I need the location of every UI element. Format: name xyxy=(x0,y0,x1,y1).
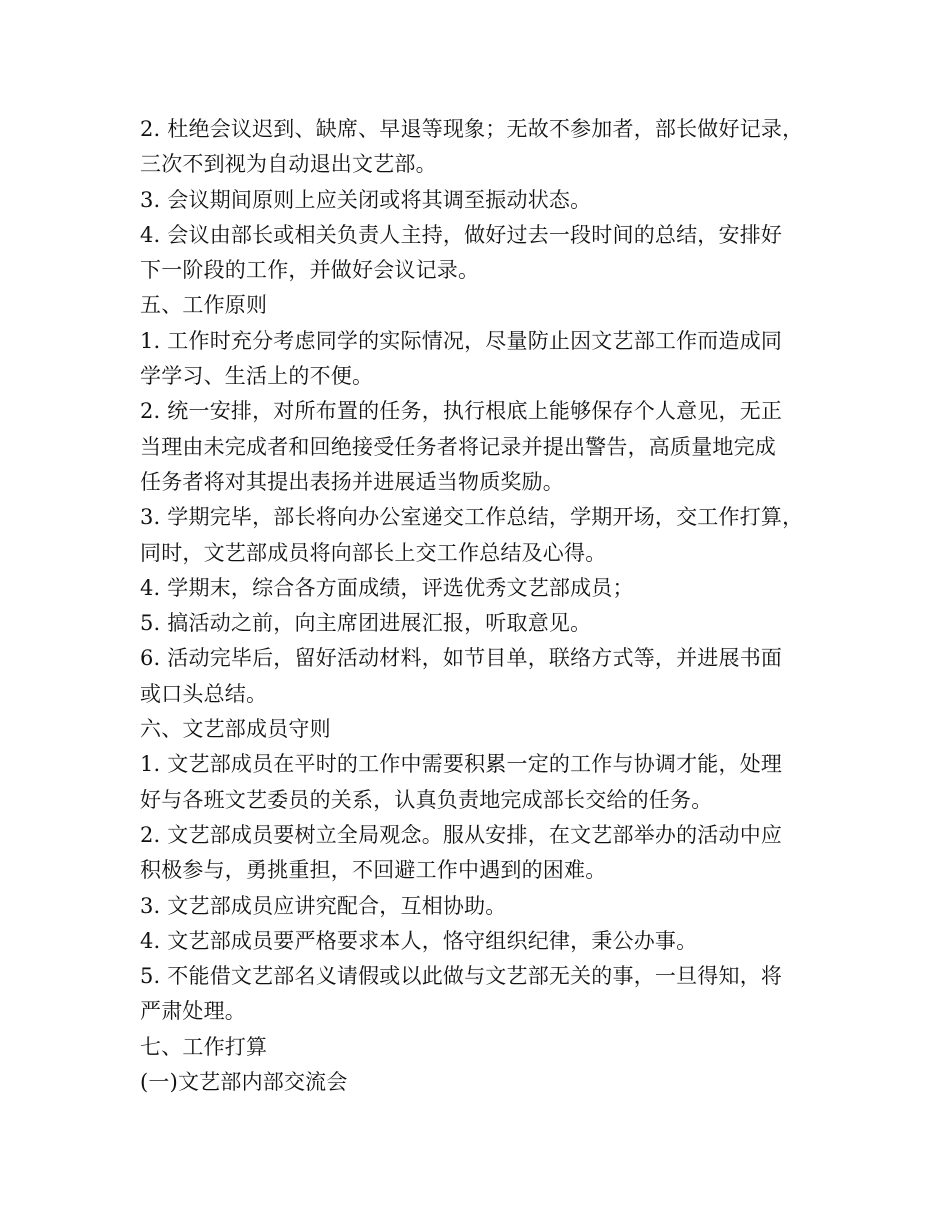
text-line: 5. 不能借文艺部名义请假或以此做与文艺部无关的事，一旦得知，将 xyxy=(140,964,783,989)
text-line: 3. 会议期间原则上应关闭或将其调至振动状态。 xyxy=(140,187,592,212)
section-heading: 六、文艺部成员守则 xyxy=(140,717,331,742)
text-line: 同时，文艺部成员将向部长上交工作总结及心得。 xyxy=(140,540,607,565)
text-line: 4. 文艺部成员要严格要求本人，恪守组织纪律，秉公办事。 xyxy=(140,928,698,953)
text-line: 6. 活动完毕后，留好活动材料，如节目单，联络方式等，并进展书面 xyxy=(140,646,783,671)
text-line: 3. 文艺部成员应讲究配合，互相协助。 xyxy=(140,893,507,918)
text-line: 2. 杜绝会议迟到、缺席、早退等现象；无故不参加者，部长做好记录， xyxy=(140,117,804,141)
text-line: 2. 文艺部成员要树立全局观念。服从安排，在文艺部举办的活动中应 xyxy=(140,822,783,847)
text-line: 下一阶段的工作，并做好会议记录。 xyxy=(140,258,480,283)
document-body xyxy=(140,112,830,1100)
text-line: 积极参与，勇挑重担，不回避工作中遇到的困难。 xyxy=(140,858,607,883)
section-heading: 七、工作打算 xyxy=(140,1034,268,1059)
text-line: 好与各班文艺委员的关系，认真负责地完成部长交给的任务。 xyxy=(140,787,713,812)
text-line: 3. 学期完毕，部长将向办公室递交工作总结，学期开场，交工作打算， xyxy=(140,505,804,530)
text-line: 或口头总结。 xyxy=(140,681,268,706)
text-line: 2. 统一安排，对所布置的任务，执行根底上能够保存个人意见，无正 xyxy=(140,399,783,424)
text-line: 任务者将对其提出表扬并进展适当物质奖励。 xyxy=(140,469,564,494)
text-line: 学学习、生活上的不便。 xyxy=(140,364,374,389)
text-line: 4. 学期末，综合各方面成绩，评选优秀文艺部成员； xyxy=(140,575,634,600)
text-line: 三次不到视为自动退出文艺部。 xyxy=(140,152,437,177)
section-heading: 五、工作原则 xyxy=(140,293,268,318)
text-line: 1. 文艺部成员在平时的工作中需要积累一定的工作与协调才能，处理 xyxy=(140,752,783,777)
text-line: 4. 会议由部长或相关负责人主持，做好过去一段时间的总结，安排好 xyxy=(140,222,783,247)
subsection-heading: (一)文艺部内部交流会 xyxy=(140,1070,348,1095)
text-line: 5. 搞活动之前，向主席团进展汇报，听取意见。 xyxy=(140,611,592,636)
text-line: 1. 工作时充分考虑同学的实际情况，尽量防止因文艺部工作而造成同 xyxy=(140,328,783,353)
text-line: 当理由未完成者和回绝接受任务者将记录并提出警告，高质量地完成 xyxy=(140,434,776,459)
text-line: 严肃处理。 xyxy=(140,999,246,1024)
